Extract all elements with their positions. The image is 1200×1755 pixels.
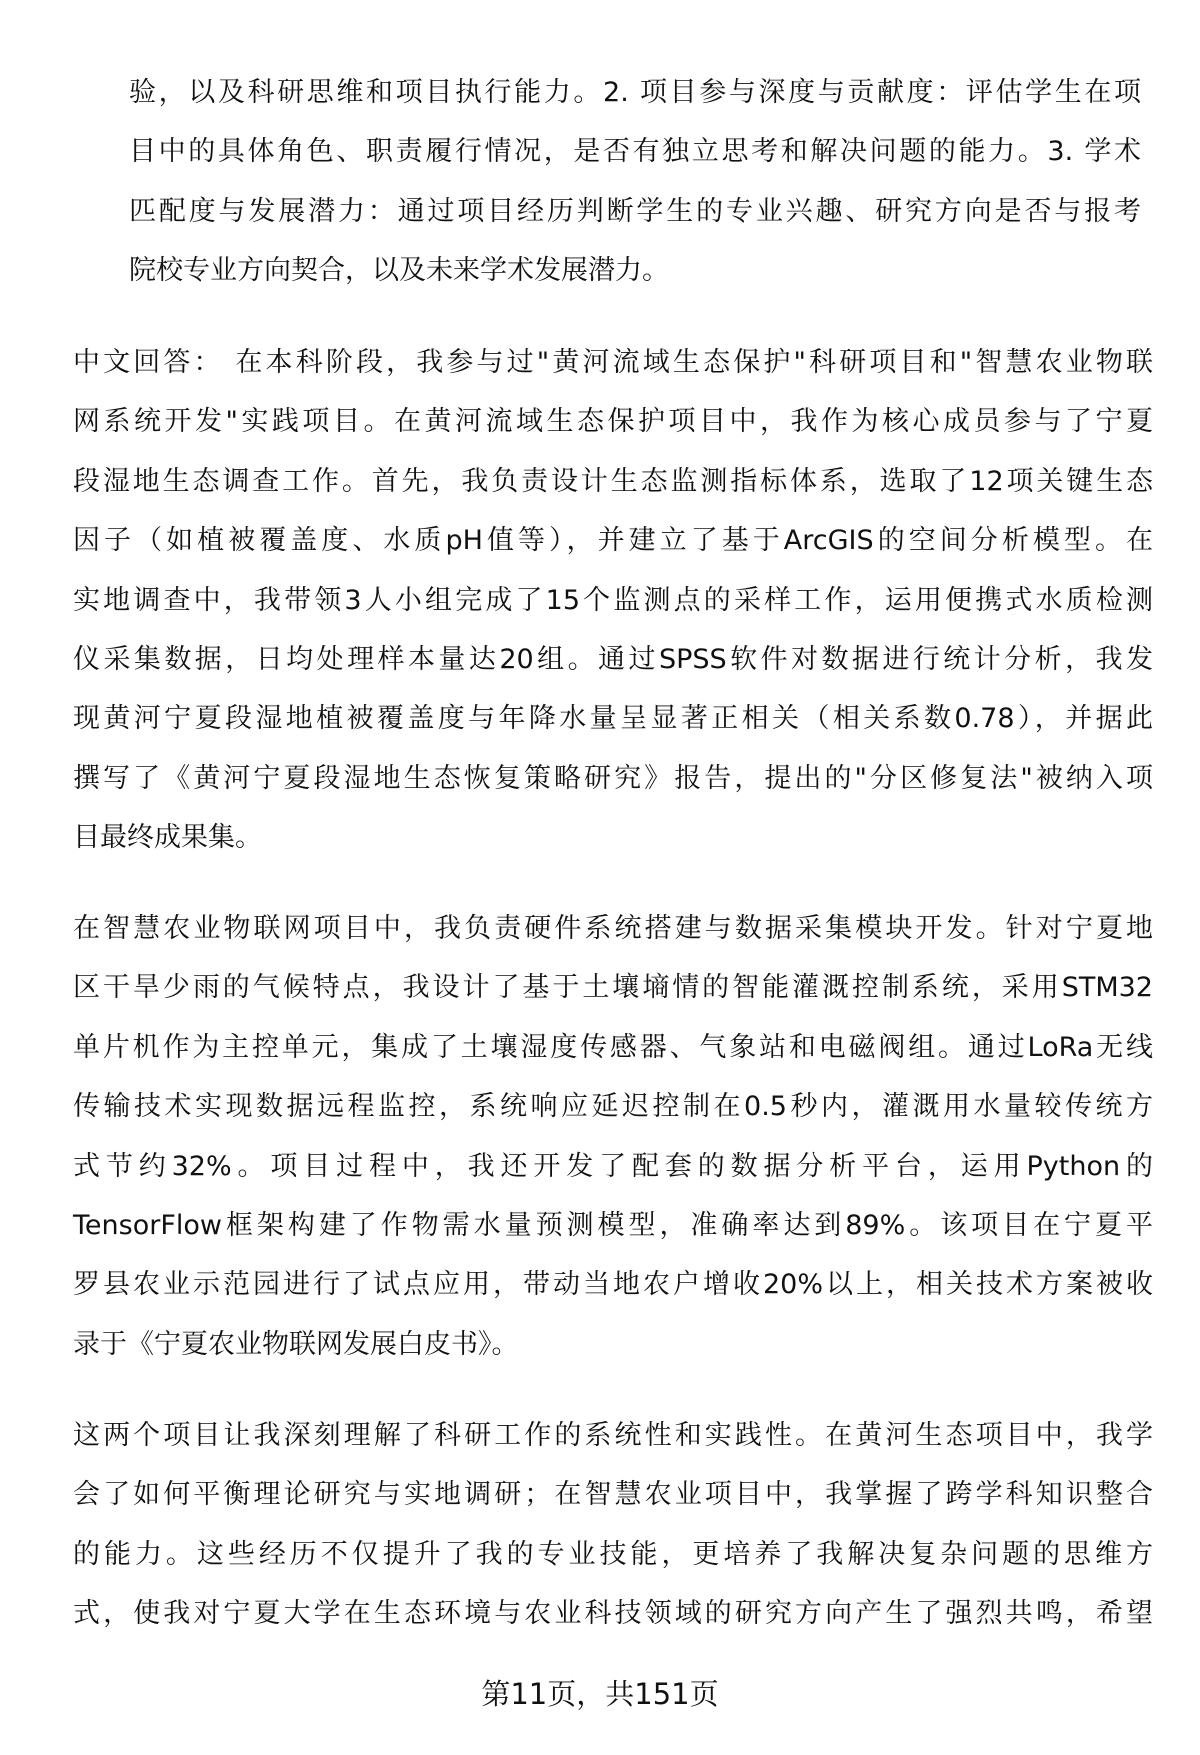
text-line: 段湿地生态调查工作。首先，我负责设计生态监测指标体系，选取了12项关键生态 xyxy=(73,465,1153,497)
text-line: 区干旱少雨的气候特点，我设计了基于土壤墒情的智能灌溉控制系统，采用STM32 xyxy=(73,972,1153,1004)
text-line: 传输技术实现数据远程监控，系统响应延迟控制在0.5秒内，灌溉用水量较传统方 xyxy=(73,1091,1153,1123)
text-line: 在智慧农业物联网项目中，我负责硬件系统搭建与数据采集模块开发。针对宁夏地 xyxy=(73,913,1153,944)
text-line: 目最终成果集。 xyxy=(73,822,262,854)
text-line: 现黄河宁夏段湿地植被覆盖度与年降水量呈显著正相关（相关系数0.78），并据此 xyxy=(73,703,1153,735)
text-line: 撰写了《黄河宁夏段湿地生态恢复策略研究》报告，提出的"分区修复法"被纳入项 xyxy=(73,762,1153,794)
text-line: 实地调查中，我带领3人小组完成了15个监测点的采样工作，运用便携式水质检测 xyxy=(73,584,1153,616)
page-number-footer: 第11页，共151页 xyxy=(481,1677,719,1711)
paragraph-answer-yellow-river xyxy=(73,333,1153,868)
text-line: 录于《宁夏农业物联网发展白皮书》。 xyxy=(73,1328,519,1360)
text-line: 这两个项目让我深刻理解了科研工作的系统性和实践性。在黄河生态项目中，我学 xyxy=(73,1420,1153,1451)
paragraph-reflection xyxy=(73,1406,1153,1644)
text-line: 匹配度与发展潜力：通过项目经历判断学生的专业兴趣、研究方向是否与报考 xyxy=(129,195,1141,227)
text-line: 验，以及科研思维和项目执行能力。2. 项目参与深度与贡献度：评估学生在项 xyxy=(129,77,1141,108)
text-line: 院校专业方向契合，以及未来学术发展潜力。 xyxy=(129,255,669,287)
text-line: 目中的具体角色、职责履行情况，是否有独立思考和解决问题的能力。3. 学术 xyxy=(129,136,1141,168)
paragraph-evaluation-points xyxy=(129,63,1141,301)
text-line: 中文回答： 在本科阶段，我参与过"黄河流域生态保护"科研项目和"智慧农业物联 xyxy=(73,347,1153,378)
text-line: 仪采集数据，日均处理样本量达20组。通过SPSS软件对数据进行统计分析，我发 xyxy=(73,643,1153,675)
text-line: 的能力。这些经历不仅提升了我的专业技能，更培养了我解决复杂问题的思维方 xyxy=(73,1538,1153,1570)
text-line: 网系统开发"实践项目。在黄河流域生态保护项目中，我作为核心成员参与了宁夏 xyxy=(73,406,1153,438)
text-line: TensorFlow框架构建了作物需水量预测模型，准确率达到89%。该项目在宁夏平 xyxy=(73,1209,1153,1241)
text-line: 会了如何平衡理论研究与实地调研；在智慧农业项目中，我掌握了跨学科知识整合 xyxy=(73,1479,1153,1511)
text-line: 单片机作为主控单元，集成了土壤湿度传感器、气象站和电磁阀组。通过LoRa无线 xyxy=(73,1031,1153,1063)
paragraph-smart-agriculture xyxy=(73,899,1153,1374)
text-line: 式节约32%。项目过程中，我还开发了配套的数据分析平台，运用Python的 xyxy=(73,1150,1153,1182)
text-line: 式，使我对宁夏大学在生态环境与农业科技领域的研究方向产生了强烈共鸣，希望 xyxy=(73,1598,1153,1630)
text-line: 因子（如植被覆盖度、水质pH值等），并建立了基于ArcGIS的空间分析模型。在 xyxy=(73,525,1153,557)
text-line: 罗县农业示范园进行了试点应用，带动当地农户增收20%以上，相关技术方案被收 xyxy=(73,1269,1153,1301)
